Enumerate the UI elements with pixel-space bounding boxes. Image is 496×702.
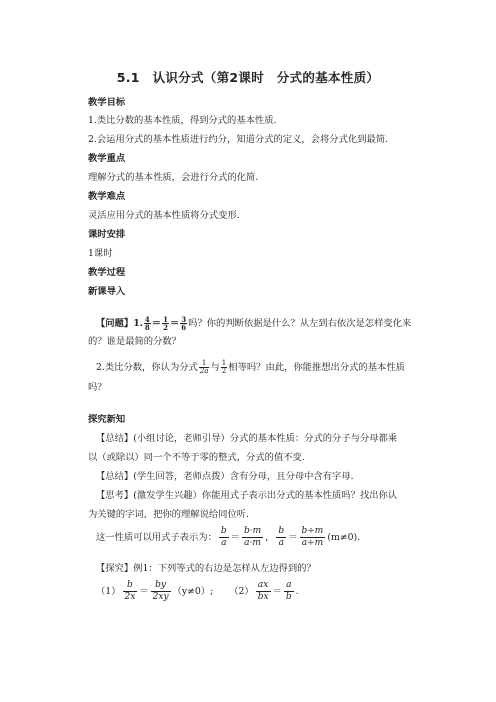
ex1-right-fraction: $\frac{by}{2xy}$: [152, 580, 169, 602]
key-text: 理解分式的基本性质，会进行分式的化简.: [88, 172, 259, 183]
summary-2: 【总结】(学生回答，老师点拨）含有分母，且分母中含有字母.: [96, 471, 354, 482]
ex1-left-fraction: $\frac{b}{2x}$: [124, 580, 136, 602]
formula-b-div-m-over-a-div-m: $\frac{b\div m}{a\div m}$: [301, 526, 324, 548]
time-heading: 课时安排: [88, 229, 126, 240]
explore-heading: 探究新知: [88, 414, 126, 425]
time-text: 1课时: [88, 248, 113, 259]
page-title: 5.1 认识分式（第2课时 分式的基本性质）: [116, 70, 380, 85]
difficulty-heading: 教学难点: [88, 191, 126, 202]
summary-1-line-2: 以（或除以）同一个不等于零的整式，分式的值不变.: [88, 452, 305, 463]
fraction-1-2-b: $\frac{1}{2}$: [221, 359, 227, 375]
formula-b-over-a-2: $\frac{b}{a}$: [278, 526, 285, 548]
example-1-line: 【探究】例1：下列等式的右边是怎样从左边得到的？: [96, 563, 316, 574]
question-2-line-1: 2.类比分数，你认为分式 $\frac{1}{2a}$ 与 $\frac{1}{2}$ 相等吗？由此，你能推想出分式的基本性质: [96, 359, 405, 375]
goal-item-1: 1.类比分数的基本性质，得到分式的基本性质.: [88, 115, 277, 126]
formula-bm-over-am: $\frac{b\cdot m}{a\cdot m}$: [243, 526, 262, 548]
fraction-4-8: $\frac{4}{8}$: [144, 315, 150, 332]
think-line-1: 【思考】(激发学生兴趣）你能用式子表示出分式的基本性质吗？找出你认: [96, 490, 398, 501]
intro-heading: 新课导入: [88, 286, 126, 297]
property-formula: 这一性质可以用式子表示为： $\frac{b}{a}$ ＝ $\frac{b\cdot m}{a\cdot m}$ ， $\frac{b}{a}$ ＝ $\frac{b\div m}{a\div m}$ (m≠0).: [96, 526, 361, 548]
formula-b-over-a: $\frac{b}{a}$: [220, 526, 227, 548]
goal-heading: 教学目标: [88, 97, 126, 108]
think-line-2: 为关键的字词，把你的理解说给同位听.: [88, 509, 250, 520]
goal-item-2: 2.会运用分式的基本性质进行约分，知道分式的定义，会将分式化到最简.: [88, 134, 389, 145]
question-1-label: 【问题】1.: [96, 318, 143, 329]
fraction-3-6: $\frac{3}{6}$: [181, 315, 187, 332]
process-heading: 教学过程: [88, 267, 126, 278]
ex2-left-fraction: $\frac{ax}{bx}$: [257, 580, 269, 602]
summary-1-line-1: 【总结】(小组讨论，老师引导）分式的基本性质：分式的分子与分母都乘: [96, 433, 398, 444]
question-1-line-2: 的？谁是最简的分数？: [88, 336, 181, 347]
question-1-line-1: 【问题】1. $\frac{4}{8}$ ＝ $\frac{1}{2}$ ＝ $\frac{3}{6}$ 吗？你的判断依据是什么？从左到右依次是怎样变化来: [96, 315, 412, 332]
question-2-line-2: 吗？: [88, 382, 107, 393]
fraction-1-2: $\frac{1}{2}$: [163, 315, 168, 332]
difficulty-text: 灵活应用分式的基本性质将分式变形.: [88, 210, 240, 221]
key-heading: 教学重点: [88, 153, 126, 164]
fraction-1-2a: $\frac{1}{2a}$: [199, 359, 209, 375]
ex2-right-fraction: $\frac{a}{b}$: [285, 580, 292, 602]
example-items: （1） $\frac{b}{2x}$ ＝ $\frac{by}{2xy}$ （y≠0）; （2） $\frac{ax}{bx}$ ＝ $\frac{a}{b}$ .: [96, 580, 299, 602]
